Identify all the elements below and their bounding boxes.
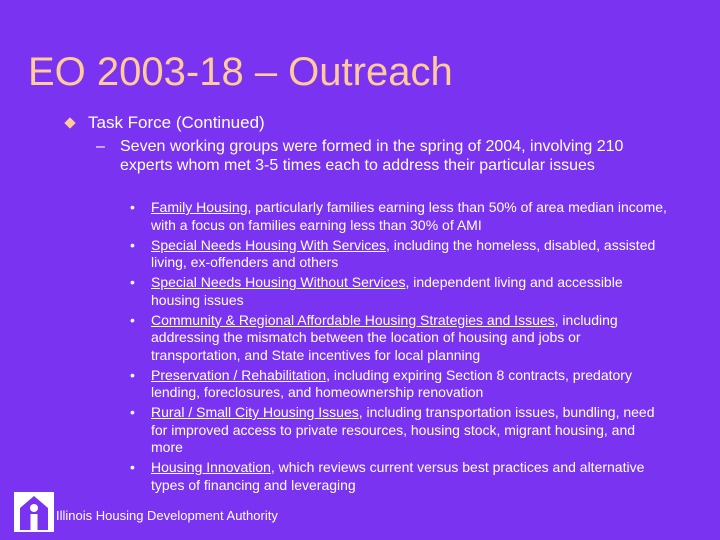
sub-bullet-working-groups-text: Seven working groups were formed in the spring of 2004, involving 210 experts whom met 3-5 times each to address their particular issues <box>120 138 624 174</box>
group-heading: Special Needs Housing Without Services <box>151 274 406 290</box>
dot-bullet-icon: • <box>130 459 135 475</box>
footer-organization: Illinois Housing Development Authority <box>56 508 278 523</box>
diamond-bullet-icon <box>64 117 75 128</box>
working-group-list <box>130 199 670 497</box>
group-heading: Housing Innovation <box>151 459 271 475</box>
list-item <box>130 404 670 457</box>
dash-bullet: – <box>96 138 105 155</box>
dot-bullet-icon: • <box>130 199 135 215</box>
list-item <box>130 199 670 234</box>
dot-bullet-icon: • <box>130 366 135 383</box>
group-description: , which reviews current versus best practices and alternative types of financing and leveraging <box>151 459 645 493</box>
list-item <box>130 274 670 309</box>
group-description: , including expiring Section 8 contracts, predatory lending, foreclosures, and homeownership renovation <box>151 366 632 400</box>
group-description: , independent living and accessible housing issues <box>151 274 623 308</box>
sub-bullet-working-groups <box>96 137 666 175</box>
list-item <box>130 367 670 402</box>
list-item <box>130 459 670 494</box>
group-description: , including the homeless, disabled, assisted living, ex-offenders and others <box>151 236 656 270</box>
dot-bullet-icon: • <box>130 311 135 328</box>
group-heading: Family Housing <box>151 199 248 215</box>
slide-title: EO 2003-18 – Outreach <box>28 50 453 94</box>
group-description: , particularly families earning less than 50% of area median income, with a focus on families earning less than 30% of AMI <box>151 199 667 233</box>
group-heading: Community & Regional Affordable Housing Strategies and Issues <box>151 311 555 328</box>
list-item <box>130 237 670 272</box>
bullet-task-force <box>66 112 265 134</box>
group-heading: Special Needs Housing With Services <box>151 236 386 253</box>
dot-bullet-icon: • <box>130 236 135 253</box>
group-description: , including addressing the mismatch between the location of housing and jobs or transportation, and State incentives for local planning <box>151 311 618 363</box>
dot-bullet-icon: • <box>130 274 135 290</box>
group-description: , including transportation issues, bundling, need for improved access to private resources, housing stock, migrant housing, and more <box>151 404 655 455</box>
dot-bullet-icon: • <box>130 404 135 420</box>
list-item <box>130 312 670 365</box>
group-heading: Preservation / Rehabilitation <box>151 366 327 383</box>
group-heading: Rural / Small City Housing Issues <box>151 404 359 420</box>
bullet-task-force-text: Task Force (Continued) <box>88 113 265 132</box>
ihda-logo-icon <box>14 492 54 532</box>
